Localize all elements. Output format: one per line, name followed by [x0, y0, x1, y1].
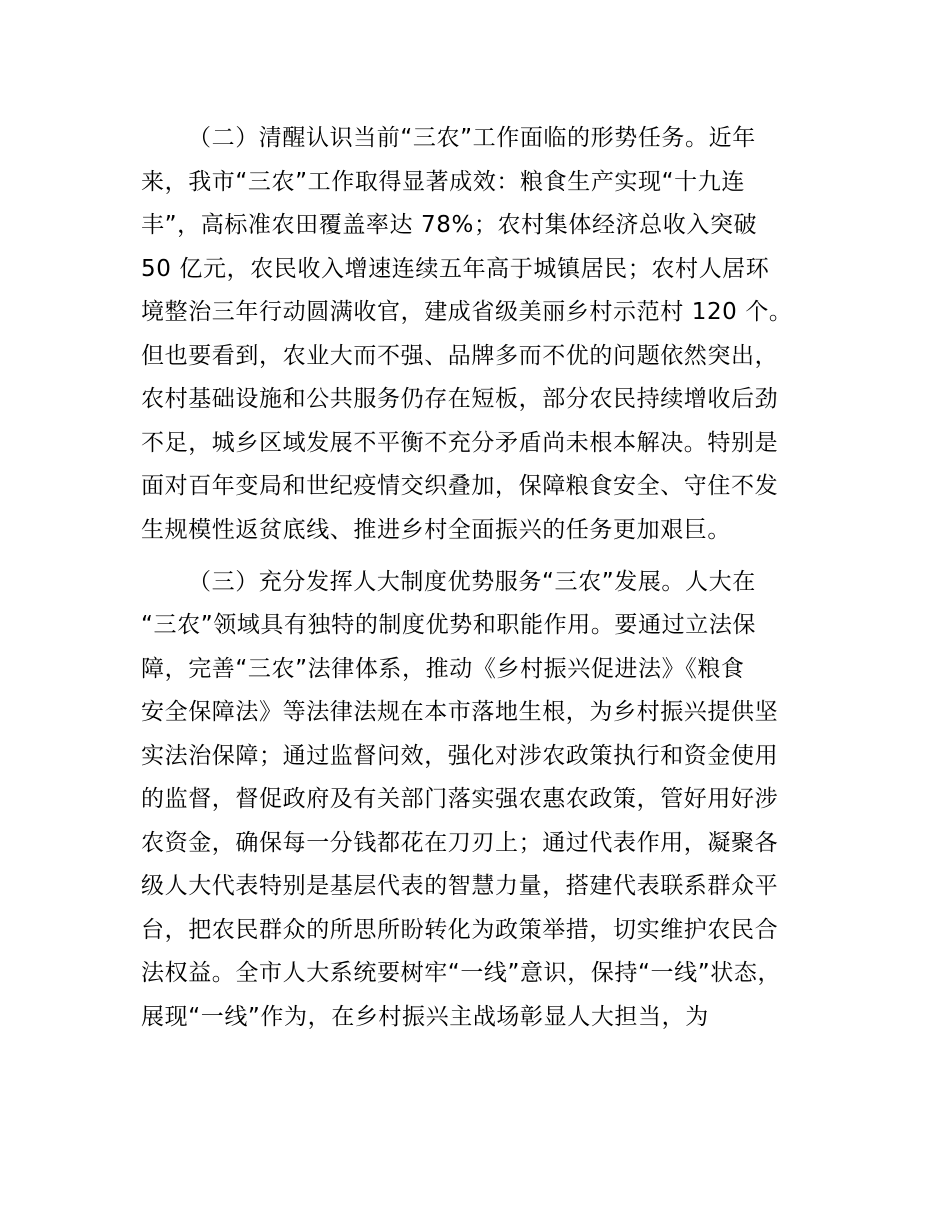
- paragraph-2-line-10: 法权益。全市人大系统要树牢“一线”意识，保持“一线”状态，: [141, 960, 782, 986]
- paragraph-1-line-4: 50 亿元，农民收入增速连续五年高于城镇居民；农村人居环: [141, 256, 770, 282]
- paragraph-2-line-6: 的监督，督促政府及有关部门落实强农惠农政策，管好用好涉: [141, 786, 779, 812]
- paragraph-1-line-8: 不足，城乡区域发展不平衡不充分矛盾尚未根本解决。特别是: [141, 430, 779, 456]
- paragraph-2-line-9: 台，把农民群众的所思所盼转化为政策举措，切实维护农民合: [141, 917, 779, 943]
- paragraph-1-line-6: 但也要看到，农业大而不强、品牌多而不优的问题依然突出，: [141, 343, 779, 369]
- paragraph-2-line-4: 安全保障法》等法律法规在本市落地生根，为乡村振兴提供坚: [141, 699, 779, 725]
- paragraph-2-line-1: （三）充分发挥人大制度优势服务“三农”发展。人大在: [188, 569, 756, 595]
- paragraph-1-line-3: 丰”，高标准农田覆盖率达 78%；农村集体经济总收入突破: [141, 212, 758, 238]
- paragraph-1-line-9: 面对百年变局和世纪疫情交织叠加，保障粮食安全、守住不发: [141, 473, 779, 499]
- paragraph-2-line-8: 级人大代表特别是基层代表的智慧力量，搭建代表联系群众平: [141, 873, 779, 899]
- paragraph-1-line-1: （二）清醒认识当前“三农”工作面临的形势任务。近年: [188, 125, 756, 151]
- paragraph-1-line-5: 境整治三年行动圆满收官，建成省级美丽乡村示范村 120 个。: [141, 299, 793, 325]
- paragraph-1-line-10: 生规模性返贫底线、推进乡村全面振兴的任务更加艰巨。: [141, 517, 731, 543]
- paragraph-2-line-5: 实法治保障；通过监督问效，强化对涉农政策执行和资金使用: [141, 743, 779, 769]
- paragraph-2-line-11: 展现“一线”作为，在乡村振兴主战场彰显人大担当，为: [141, 1004, 709, 1030]
- paragraph-2-line-3: 障，完善“三农”法律体系，推动《乡村振兴促进法》《粮食: [141, 656, 745, 682]
- paragraph-1-line-7: 农村基础设施和公共服务仍存在短板，部分农民持续增收后劲: [141, 386, 779, 412]
- paragraph-1-line-2: 来，我市“三农”工作取得显著成效：粮食生产实现“十九连: [141, 169, 745, 195]
- paragraph-2-line-2: “三农”领域具有独特的制度优势和职能作用。要通过立法保: [141, 612, 757, 638]
- paragraph-2-line-7: 农资金，确保每一分钱都花在刀刃上；通过代表作用，凝聚各: [141, 830, 779, 856]
